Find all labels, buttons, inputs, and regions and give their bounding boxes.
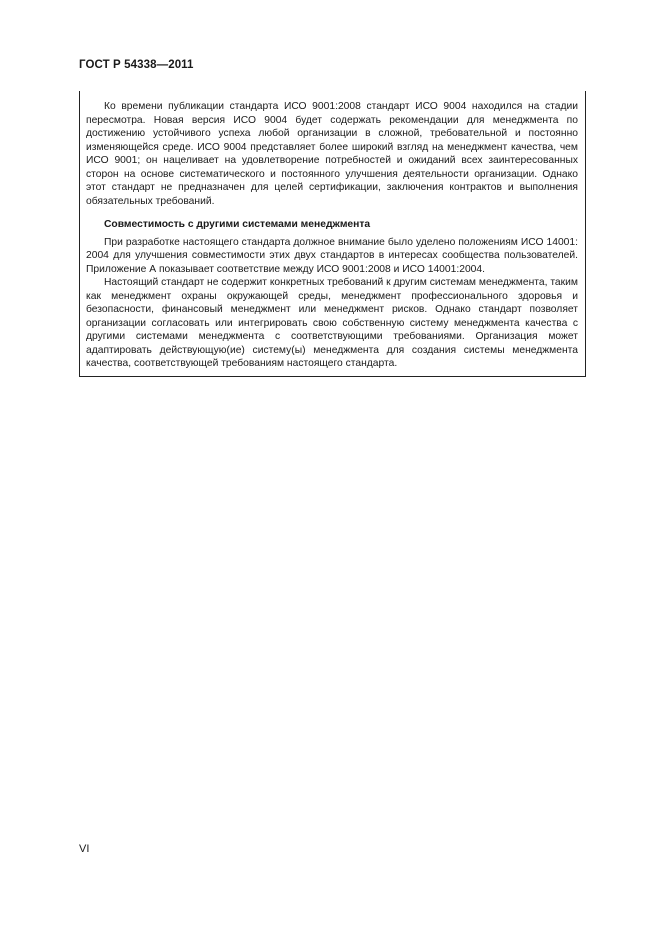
- page-number: VI: [79, 843, 90, 855]
- body-content: [86, 100, 578, 371]
- paragraph-iso14001: При разработке настоящего стандарта должное внимание было уделено положениям ИСО 14001: 2004 для улучшения совместимости этих двух стандартов в интересах сообщества пользователей. Приложение А показывает соответствие между ИСО 9001:2008 и ИСО 14001:2004.: [86, 236, 578, 275]
- paragraph-iso9004: Ко времени публикации стандарта ИСО 9001:2008 стандарт ИСО 9004 находился на стадии пересмотра. Новая версия ИСО 9004 будет содержать рекомендации для менеджмента по достижению устойчивого успеха любой организации в сложной, требовательной и постоянно изменяющейся среде. ИСО 9004 представляет более широкий взгляд на менеджмент качества, чем ИСО 9001; он нацеливает на удовлетворение потребностей и ожиданий всех заинтересованных сторон на основе систематического и постоянного улучшения деятельности организации. Однако этот стандарт не предназначен для целей сертификации, заключения контрактов и выполнения обязательных требований.: [86, 101, 578, 207]
- paragraph-other-systems: Настоящий стандарт не содержит конкретных требований к другим системам менеджмента, таким как менеджмент охраны окружающей среды, менеджмент профессионального здоровья и безопасности, финансовый менеджмент или менеджмент рисков. Однако стандарт позволяет организации согласовать или интегрировать свою собственную систему менеджмента качества с другими системами менеджмента с соответствующими требованиями. Организация может адаптировать действующую(ие) систему(ы) менеджмента для создания системы менеджмента качества, соответствующей требованиям настоящего стандарта.: [86, 277, 578, 369]
- section-title: Совместимость с другими системами менеджмента: [104, 219, 371, 230]
- document-header: ГОСТ Р 54338—2011: [79, 59, 194, 71]
